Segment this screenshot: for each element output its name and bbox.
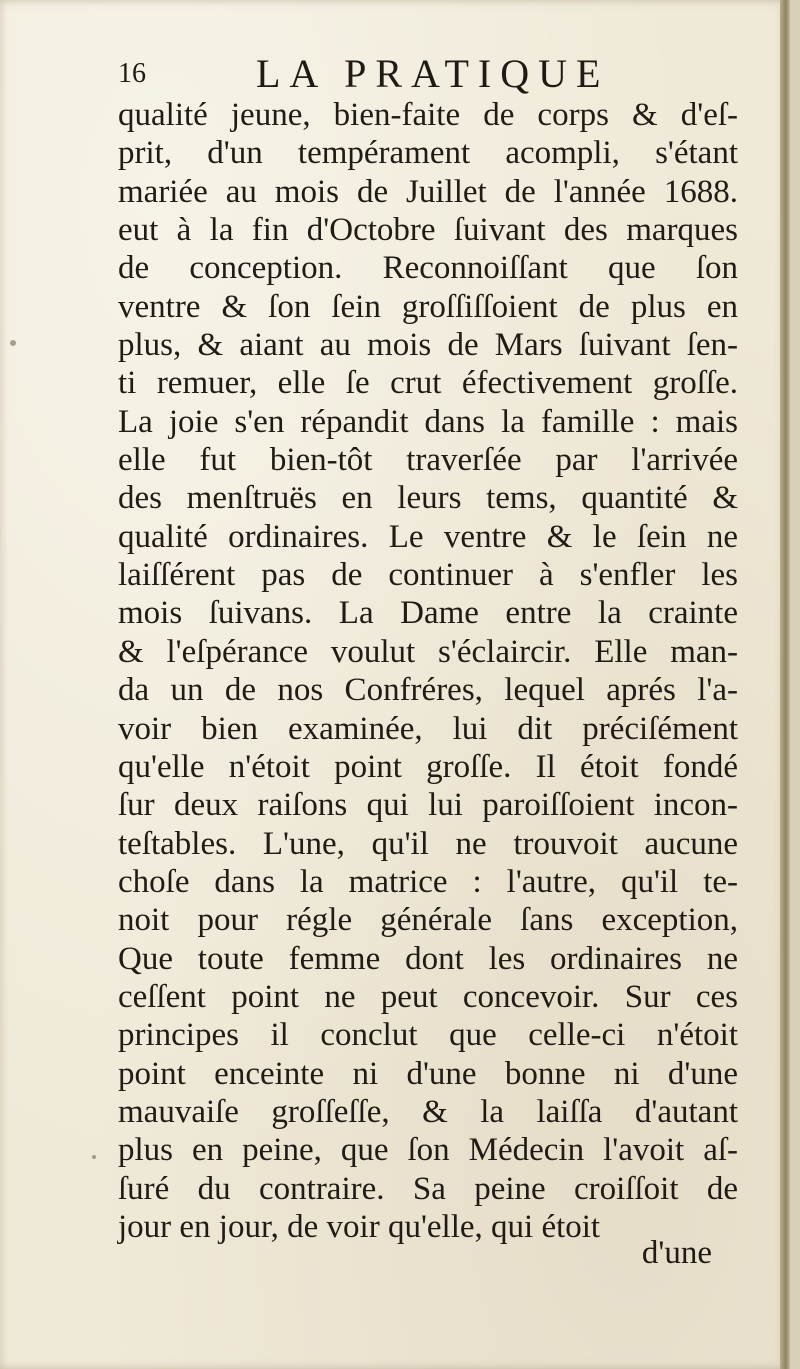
text-line: principes il conclut que celle-ci n'étoit bbox=[118, 1017, 738, 1054]
text-line: des menſtruës en leurs tems, quantité & bbox=[118, 480, 738, 517]
text-line: de conception. Reconnoiſſant que ſon bbox=[118, 250, 738, 287]
text-line: qu'elle n'étoit point groſſe. Il étoit fondé bbox=[118, 748, 738, 785]
text-line: laiſſérent pas de continuer à s'enfler les bbox=[118, 557, 738, 594]
text-line: mois ſuivans. La Dame entre la crainte bbox=[118, 595, 738, 632]
text-line: prit, d'un tempérament acompli, s'étant bbox=[118, 135, 738, 172]
text-line: choſe dans la matrice : l'autre, qu'il te- bbox=[118, 863, 738, 900]
text-line: voir bien examinée, lui dit préciſément bbox=[118, 710, 738, 747]
text-line: jour en jour, de voir qu'elle, qui étoit bbox=[118, 1208, 601, 1245]
text-line: ceſſent point ne peut concevoir. Sur ces bbox=[118, 978, 738, 1015]
body-text bbox=[118, 96, 738, 1246]
text-line: point enceinte ni d'une bonne ni d'une bbox=[118, 1055, 738, 1092]
text-line: noit pour régle générale ſans exception, bbox=[118, 902, 738, 939]
text-line: La joie s'en répandit dans la famille : mais bbox=[118, 403, 738, 440]
text-line: ſuré du contraire. Sa peine croiſſoit de bbox=[118, 1170, 738, 1207]
text-line: ventre & ſon ſein groſſiſſoient de plus en bbox=[118, 288, 738, 325]
catchword: d'une bbox=[641, 1235, 712, 1271]
text-line: & l'eſpérance voulut s'éclaircir. Elle man- bbox=[118, 633, 738, 670]
text-line: plus, & aiant au mois de Mars ſuivant ſen- bbox=[118, 327, 738, 364]
text-line: plus en peine, que ſon Médecin l'avoit aſ- bbox=[118, 1132, 738, 1169]
running-head: LA PRATIQUE bbox=[256, 51, 610, 96]
page-edge bbox=[780, 0, 790, 1369]
text-line: eut à la fin d'Octobre ſuivant des marques bbox=[118, 212, 738, 249]
text-line: ti remuer, elle ſe crut éfectivement groſſe. bbox=[118, 365, 738, 402]
page-header bbox=[118, 50, 738, 100]
text-line: da un de nos Confréres, lequel aprés l'a- bbox=[118, 672, 738, 709]
paper-speck bbox=[92, 1155, 96, 1159]
text-line: ſur deux raiſons qui lui paroiſſoient incon- bbox=[118, 787, 738, 824]
page-number: 16 bbox=[118, 58, 146, 89]
text-line: qualité jeune, bien-faite de corps & d'eſ- bbox=[118, 97, 738, 133]
text-line: mauvaiſe groſſeſſe, & la laiſſa d'autant bbox=[118, 1093, 738, 1130]
text-line: teſtables. L'une, qu'il ne trouvoit aucune bbox=[118, 825, 738, 862]
text-line: mariée au mois de Juillet de l'année 1688. bbox=[118, 173, 738, 210]
text-line: elle fut bien-tôt traverſée par l'arrivée bbox=[118, 442, 738, 479]
text-line: qualité ordinaires. Le ventre & le ſein ne bbox=[118, 518, 738, 555]
text-line: Que toute femme dont les ordinaires ne bbox=[118, 940, 738, 977]
paper-speck bbox=[10, 340, 16, 346]
